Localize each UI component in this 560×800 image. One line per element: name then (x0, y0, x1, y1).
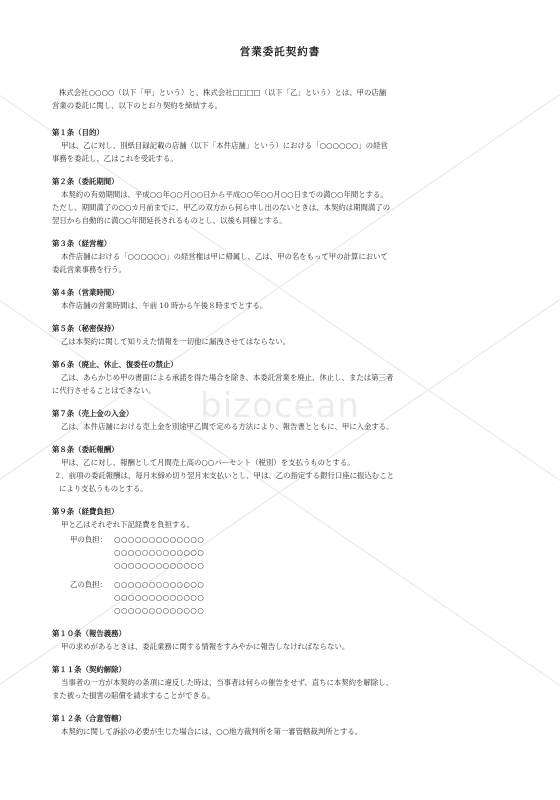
article-heading: 第５条（秘密保持） (52, 324, 119, 333)
article-line: 当事者の一方が本契約の条項に違反した時は、当事者は何らの催告をせず、直ちに本契約を解除し、 (61, 678, 393, 687)
article-1 (52, 126, 508, 165)
article-line: また被った損害の賠償を請求することができる。 (52, 691, 215, 700)
article-line: 甲と乙はそれぞれ下記経費を負担する。 (61, 520, 195, 529)
article-heading: 第４条（営業時間） (52, 288, 119, 297)
cost-group-party-b (52, 578, 508, 617)
contract-body (52, 86, 508, 748)
article-5 (52, 322, 508, 348)
article-line: 甲は、乙に対し、報酬として月間売上高の○○パーセント（税別）を支払うものとする。 (61, 458, 355, 467)
article-2 (52, 175, 508, 227)
article-6 (52, 358, 508, 397)
article-12 (52, 712, 508, 738)
article-8 (52, 443, 508, 495)
article-line: 本契約の有効期間は、平成○○年○○月○○日から平成○○年○○月○○日までの満○○年間とする。 (61, 190, 388, 199)
cost-line: ○○○○○○○○○○○○○ (114, 561, 205, 570)
intro-line: 営業の委託に関し、以下のとおり契約を締結する。 (52, 101, 222, 110)
cost-line: ○○○○○○○○○○○○○ (114, 606, 205, 615)
intro-paragraph (52, 86, 508, 112)
article-line: 本契約に関して訴訟の必要が生じた場合には、○○地方裁判所を第一審管轄裁判所とする。 (61, 727, 363, 736)
article-3 (52, 237, 508, 276)
intro-line: 株式会社○○○○（以下「甲」という）と、株式会社□□□□（以下「乙」という）とは、甲の店舗 (59, 88, 387, 97)
article-heading: 第９条（経費負担） (52, 507, 119, 516)
article-line: 乙は、あらかじめ甲の書面による承諾を得た場合を除き、本委託営業を廃止、休止し、または第三者 (61, 373, 394, 382)
article-heading: 第６条（廃止、休止、復委任の禁止） (52, 360, 178, 369)
article-line: 委託営業事務を行う。 (52, 265, 126, 274)
article-4 (52, 286, 508, 312)
document-title: 営業委託契約書 (239, 46, 321, 58)
cost-line: ○○○○○○○○○○○○○ (114, 548, 205, 557)
article-line: 本件店舗の営業時間は、午前 10 時から午後８時までとする。 (61, 301, 268, 310)
cost-line: ○○○○○○○○○○○○○ (114, 580, 205, 589)
article-line: 甲は、乙に対し、別紙目録記載の店舗（以下「本件店舗」という）における「○○○○○○」の経営 (61, 141, 388, 150)
article-item-line: ２．前項の委託報酬は、毎月末締め切り翌月末支払いとし、甲は、乙の指定する銀行口座に振込むこと (54, 471, 394, 480)
article-line: 乙は、本件店舗における売上金を別途甲乙間で定める方法により、報告書とともに、甲に入金する。 (61, 422, 394, 431)
article-10 (52, 627, 508, 653)
article-line: 乙は本契約に関して知りえた情報を一切他に漏洩させてはならない。 (61, 337, 291, 346)
article-heading: 第１条（目的） (52, 128, 104, 137)
article-9 (52, 505, 508, 617)
article-heading: 第７条（売上金の入金） (52, 409, 134, 418)
cost-label: 乙の負担： (70, 580, 107, 589)
article-heading: 第２条（委託期間） (52, 177, 119, 186)
article-line: 甲の求めがあるときは、委託業務に関する情報をすみやかに報告しなければならない。 (61, 642, 350, 651)
article-11 (52, 663, 508, 702)
watermark-text: bizocean (200, 386, 360, 426)
article-line: に代行させることはできない。 (52, 386, 156, 395)
cost-group-party-a (52, 533, 508, 572)
article-line: ただし、期間満了の○○カ月前までに、甲乙の双方から何ら申し出のないときは、本契約は期間満了の (52, 203, 391, 212)
article-7 (52, 407, 508, 433)
cost-label: 甲の負担： (70, 535, 107, 544)
article-heading: 第１０条（報告義務） (52, 629, 126, 638)
article-item-line: により支払うものとする。 (59, 484, 148, 493)
article-heading: 第８条（委託報酬） (52, 445, 119, 454)
article-heading: 第１２条（合意管轄） (52, 714, 126, 723)
article-heading: 第３条（経営権） (52, 239, 112, 248)
cost-line: ○○○○○○○○○○○○○ (114, 535, 205, 544)
cost-line: ○○○○○○○○○○○○○ (114, 593, 205, 602)
article-line: 事務を委託し、乙はこれを受託する。 (52, 154, 178, 163)
article-heading: 第１１条（契約解除） (52, 665, 126, 674)
article-line: 本件店舗における「○○○○○○」の経営権は甲に帰属し、乙は、甲の名をもって甲の計算において (61, 252, 388, 261)
article-line: 翌日から自動的に満○○年間延長されるものとし、以後も同様とする。 (52, 216, 287, 225)
